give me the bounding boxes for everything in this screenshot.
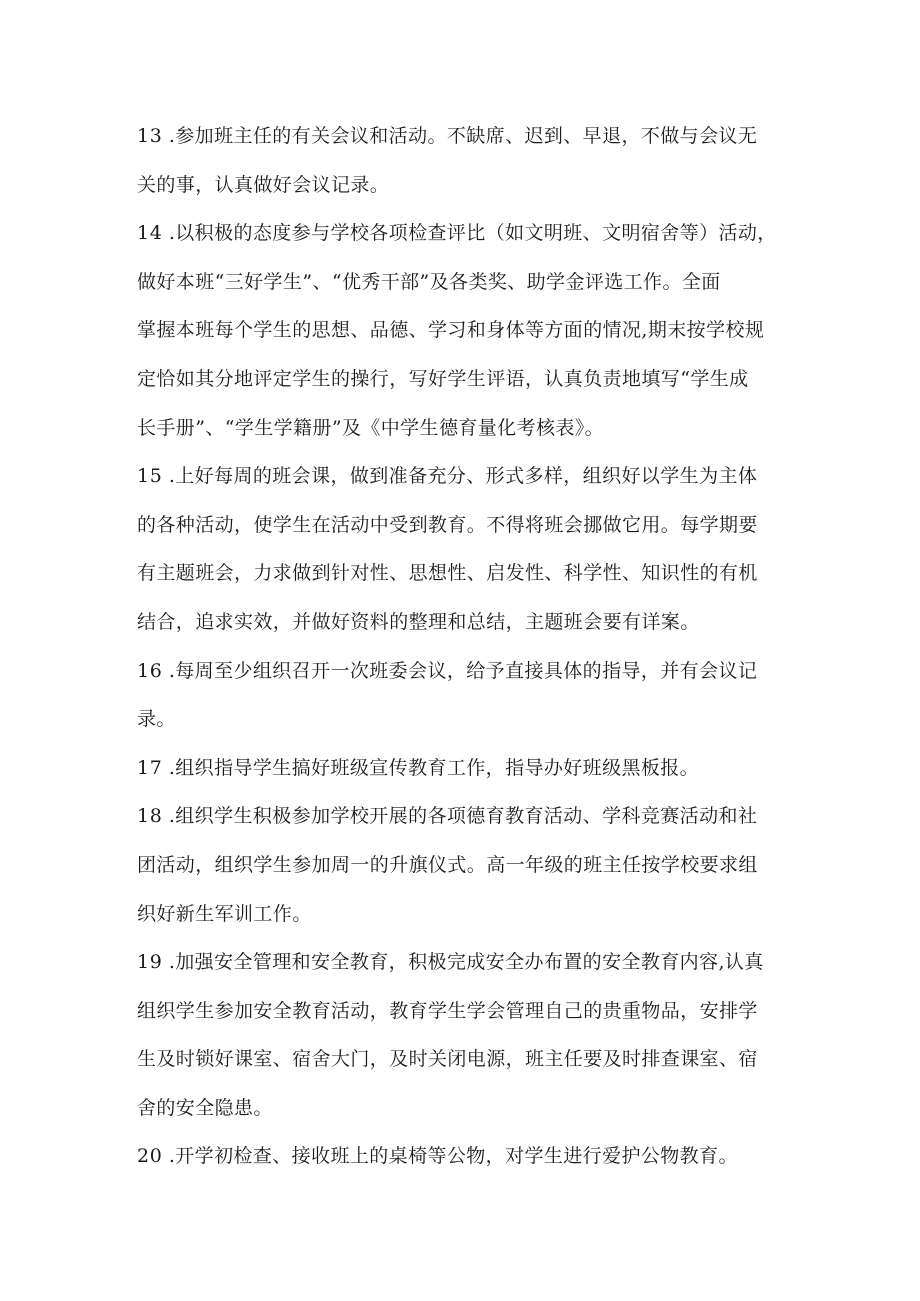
text-line: 掌握本班每个学生的思想、品德、学习和身体等方面的情况,期末按学校规 bbox=[137, 319, 765, 342]
text-line: 有主题班会，力求做到针对性、思想性、启发性、科学性、知识性的有机 bbox=[137, 562, 758, 585]
text-line: 做好本班“三好学生”、“优秀干部”及各类奖、助学金评选工作。全面 bbox=[137, 270, 721, 293]
item-text: .组织学生积极参加学校开展的各项德育教育活动、学科竞赛活动和社 bbox=[162, 805, 758, 828]
text-line bbox=[137, 112, 797, 161]
item-number: 19 bbox=[137, 951, 163, 974]
text-line: 生及时锁好课室、宿舍大门，及时关闭电源，班主任要及时排查课室、宿 bbox=[137, 1048, 758, 1071]
item-number: 14 bbox=[137, 222, 163, 245]
text-line: 组织学生参加安全教育活动，教育学生学会管理自己的贵重物品，安排学 bbox=[137, 999, 758, 1022]
item-text: .组织指导学生搞好班级宣传教育工作，指导办好班级黑板报。 bbox=[162, 756, 700, 779]
item-text: .加强安全管理和安全教育，积极完成安全办布置的安全教育内容,认真 bbox=[162, 951, 764, 974]
text-line: 团活动，组织学生参加周一的升旗仪式。高一年级的班主任按学校要求组 bbox=[137, 853, 758, 876]
text-line: 结合，追求实效，并做好资料的整理和总结，主题班会要有详案。 bbox=[137, 610, 700, 633]
text-line: 长手册”、“学生学籍册”及《中学生德育量化考核表》。 bbox=[137, 416, 605, 439]
list-item-17 bbox=[137, 744, 797, 793]
item-number: 16 bbox=[137, 659, 163, 682]
list-item-18 bbox=[137, 792, 797, 938]
text-line: 的各种活动，使学生在活动中受到教育。不得将班会挪做它用。每学期要 bbox=[137, 513, 758, 536]
text-line bbox=[137, 792, 797, 841]
text-line: 关的事，认真做好会议记录。 bbox=[137, 173, 390, 196]
text-line: 定恰如其分地评定学生的操行，写好学生评语，认真负责地填写“学生成 bbox=[137, 367, 749, 390]
list-item-20 bbox=[137, 1132, 797, 1181]
item-number: 13 bbox=[137, 125, 163, 147]
list-item-15 bbox=[137, 452, 797, 646]
text-line bbox=[137, 938, 797, 987]
text-line bbox=[137, 744, 797, 793]
list-item-16 bbox=[137, 647, 797, 744]
item-text: .参加班主任的有关会议和活动。不缺席、迟到、早退，不做与会议无 bbox=[162, 125, 758, 147]
item-number: 15 bbox=[137, 465, 163, 488]
list-item-19 bbox=[137, 938, 797, 1132]
list-item-14 bbox=[137, 209, 797, 452]
list-item-13 bbox=[137, 112, 797, 209]
item-text: .上好每周的班会课，做到准备充分、形式多样，组织好以学生为主体 bbox=[162, 465, 758, 488]
item-text: .以积极的态度参与学校各项检查评比（如文明班、文明宿舍等）活动， bbox=[162, 222, 777, 245]
item-number: 20 bbox=[137, 1145, 163, 1168]
text-line bbox=[137, 209, 797, 258]
text-line: 织好新生军训工作。 bbox=[137, 902, 312, 925]
document-body bbox=[137, 112, 797, 1181]
text-line bbox=[137, 1132, 797, 1181]
item-number: 17 bbox=[137, 756, 163, 779]
text-line bbox=[137, 452, 797, 501]
text-line: 舍的安全隐患。 bbox=[137, 1096, 273, 1119]
item-text: .每周至少组织召开一次班委会议，给予直接具体的指导，并有会议记 bbox=[162, 659, 758, 682]
text-line: 录。 bbox=[137, 708, 176, 731]
item-text: .开学初检查、接收班上的桌椅等公物，对学生进行爱护公物教育。 bbox=[162, 1145, 738, 1168]
item-number: 18 bbox=[137, 805, 163, 828]
text-line bbox=[137, 647, 797, 696]
